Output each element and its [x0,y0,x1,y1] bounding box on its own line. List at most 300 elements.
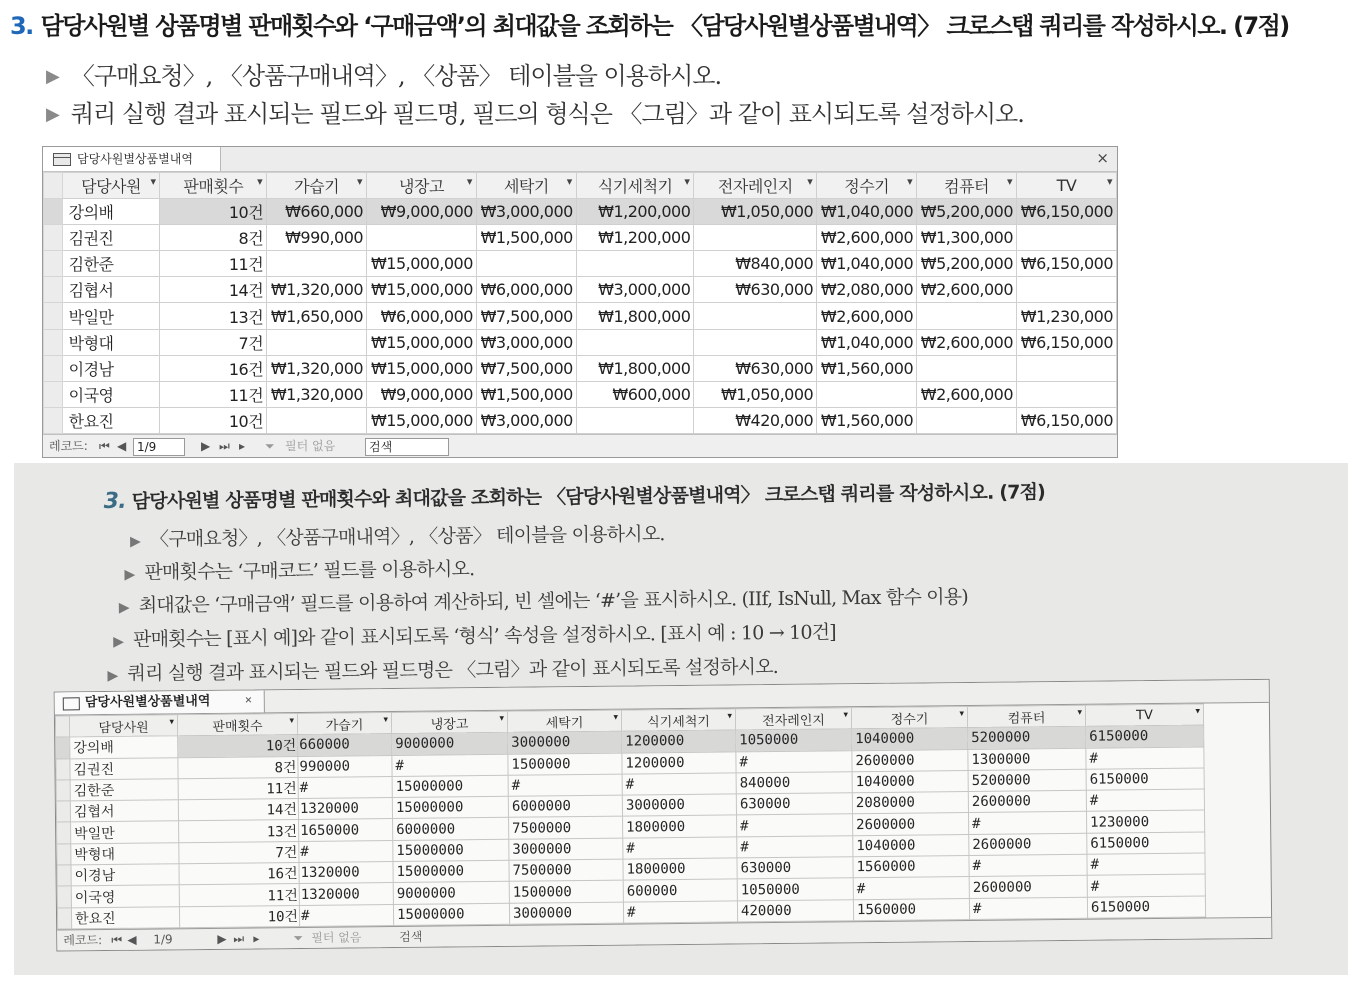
query-icon [53,153,71,166]
triangle-bullet-icon: ▶ [124,566,135,583]
prev-record-icon[interactable]: ◀ [127,932,137,947]
datasheet-grid [55,704,1206,930]
max-amount-cell[interactable]: 3000000 [622,794,736,816]
tab-title: 담당사원별상품별내역 [84,693,211,711]
employee-cell[interactable]: 박일만 [71,821,179,843]
dropdown-arrow-icon[interactable]: ▾ [907,175,913,188]
max-amount-cell[interactable]: # [968,812,1086,835]
max-amount-cell[interactable]: ₩1,230,000 [1017,303,1117,329]
column-header-label: 냉장고 [399,177,444,197]
instruction-text: 판매횟수는 ‘구매코드’ 필드를 이용하시오. [144,558,475,584]
record-selector[interactable] [44,355,63,381]
max-amount-cell[interactable]: # [1086,747,1204,770]
max-amount-cell[interactable]: 6150000 [1086,768,1204,791]
max-amount-cell[interactable]: 6150000 [1086,725,1204,748]
prev-record-icon[interactable]: ◀ [117,439,127,453]
max-amount-cell[interactable]: # [736,750,852,773]
max-amount-cell[interactable]: 15000000 [392,775,508,798]
max-amount-cell[interactable]: # [508,774,622,796]
record-selector[interactable] [56,737,70,758]
column-header[interactable] [177,714,297,737]
sales-count-cell[interactable]: 13건 [179,820,299,843]
max-amount-cell[interactable]: 1320000 [299,883,393,905]
max-amount-cell[interactable]: ₩420,000 [694,407,817,433]
first-record-icon[interactable]: ⏮ [99,439,110,453]
max-amount-cell[interactable]: ₩630,000 [694,355,817,381]
max-amount-cell[interactable] [917,303,1017,329]
max-amount-cell[interactable]: ₩3,000,000 [476,329,576,355]
table-row[interactable] [44,251,1117,277]
sales-count-cell[interactable]: 10건 [179,905,299,928]
query-datasheet-window [42,146,1118,458]
max-amount-cell[interactable]: 420000 [737,899,853,922]
employee-cell[interactable]: 박일만 [62,303,160,329]
column-header-label: TV [1135,707,1153,723]
max-amount-cell[interactable]: 2600000 [969,876,1087,899]
max-amount-cell[interactable]: # [299,840,393,862]
max-amount-cell[interactable]: 6150000 [1087,832,1205,855]
last-record-icon[interactable]: ⏭ [219,439,230,453]
max-amount-cell[interactable]: 15000000 [392,797,508,820]
employee-cell[interactable]: 강의배 [70,736,178,758]
max-amount-cell[interactable]: 1050000 [737,878,853,901]
max-amount-cell[interactable] [1017,277,1117,303]
max-amount-cell[interactable]: ₩6,000,000 [367,303,477,329]
dropdown-arrow-icon[interactable]: ▾ [1007,175,1013,188]
max-amount-cell[interactable] [576,407,694,433]
new-record-icon[interactable]: ▸ [253,931,260,946]
max-amount-cell[interactable]: ₩9,000,000 [367,381,477,407]
max-amount-cell[interactable]: # [737,835,853,858]
dropdown-arrow-icon[interactable]: ▾ [466,175,472,188]
record-selector[interactable] [56,758,70,779]
filter-icon[interactable]: ⏷ [265,439,275,453]
column-header[interactable] [69,715,177,737]
max-amount-cell[interactable]: ₩1,320,000 [267,381,367,407]
max-amount-cell[interactable] [267,251,367,277]
max-amount-cell[interactable]: ₩1,320,000 [267,355,367,381]
max-amount-cell[interactable]: # [622,773,736,795]
dropdown-arrow-icon[interactable]: ▾ [1195,706,1201,717]
max-amount-cell[interactable]: 1800000 [623,815,737,837]
question-text: 담당사원별 상품명별 판매횟수와 ‘구매금액’의 최대값을 조회하는 〈담당사원별상품별내역〉 크로스탭 쿼리를 작성하시오. (7점) [40,12,1289,40]
dropdown-arrow-icon[interactable]: ▾ [807,175,813,188]
sales-count-cell[interactable]: 14건 [178,799,298,822]
max-amount-cell[interactable]: ₩9,000,000 [367,199,477,225]
max-amount-cell[interactable]: ₩1,650,000 [267,303,367,329]
max-amount-cell[interactable]: # [853,877,969,900]
table-row[interactable] [44,225,1117,251]
max-amount-cell[interactable] [476,251,576,277]
max-amount-cell[interactable]: 9000000 [393,882,509,905]
max-amount-cell[interactable]: ₩1,300,000 [917,225,1017,251]
max-amount-cell[interactable]: ₩840,000 [694,251,817,277]
max-amount-cell[interactable]: 1200000 [622,752,736,774]
max-amount-cell[interactable] [267,329,367,355]
record-selector[interactable] [44,381,63,407]
first-record-icon[interactable]: ⏮ [111,932,123,947]
max-amount-cell[interactable]: 1300000 [968,748,1086,771]
question-title-top [10,6,1360,42]
max-amount-cell[interactable]: ₩7,500,000 [476,303,576,329]
max-amount-cell[interactable]: 1560000 [853,898,969,921]
max-amount-cell[interactable]: ₩6,000,000 [476,277,576,303]
max-amount-cell[interactable]: ₩3,000,000 [576,277,694,303]
max-amount-cell[interactable] [1017,225,1117,251]
tab-query[interactable] [55,690,265,714]
max-amount-cell[interactable] [694,329,817,355]
tab-query[interactable] [43,147,221,171]
record-selector[interactable] [44,329,63,355]
max-amount-cell[interactable]: 1040000 [853,834,969,857]
column-header-label: 정수기 [890,712,929,728]
current-record-input[interactable]: 1/9 [133,438,185,456]
max-amount-cell[interactable]: ₩15,000,000 [367,355,477,381]
max-amount-cell[interactable]: # [623,837,737,859]
max-amount-cell[interactable]: # [1087,874,1205,897]
dropdown-arrow-icon[interactable]: ▾ [289,716,295,727]
column-header[interactable] [507,710,621,732]
column-header[interactable] [297,713,391,735]
filter-label[interactable]: 필터 없음 [285,439,336,453]
max-amount-cell[interactable]: 1320000 [299,862,393,884]
column-header-label: 세탁기 [503,177,549,197]
max-amount-cell[interactable]: ₩6,150,000 [1017,329,1117,355]
max-amount-cell[interactable]: 630000 [737,857,853,880]
max-amount-cell[interactable]: # [1086,789,1204,812]
record-selector[interactable] [57,886,71,907]
employee-cell[interactable]: 김권진 [62,225,160,251]
max-amount-cell[interactable]: 1500000 [508,753,622,775]
sales-count-cell[interactable]: 13건 [160,303,267,329]
record-selector[interactable] [44,199,63,225]
max-amount-cell[interactable]: ₩600,000 [576,381,694,407]
filter-icon[interactable]: ⏷ [293,930,303,946]
max-amount-cell[interactable]: 1650000 [299,819,393,841]
max-amount-cell[interactable]: 15000000 [393,839,509,862]
sales-count-cell[interactable]: 10건 [160,407,267,433]
record-selector[interactable] [44,303,63,329]
max-amount-cell[interactable]: 630000 [736,793,852,816]
instruction-text: 쿼리 실행 결과 표시되는 필드와 필드명, 필드의 형식은 〈그림〉과 같이 표시되도록 설정하시오. [70,100,1024,128]
sales-count-cell[interactable]: 11건 [179,884,299,907]
max-amount-cell[interactable]: 5200000 [968,769,1086,792]
max-amount-cell[interactable]: ₩1,500,000 [476,225,576,251]
sales-count-cell[interactable]: 10건 [178,735,298,758]
new-record-icon[interactable]: ▸ [239,439,246,453]
instruction-text: 〈구매요청〉, 〈상품구매내역〉, 〈상품〉 테이블을 이용하시오. [149,523,665,551]
max-amount-cell[interactable]: ₩1,050,000 [694,199,817,225]
max-amount-cell[interactable]: 2600000 [852,749,968,772]
max-amount-cell[interactable]: ₩1,040,000 [817,199,917,225]
dropdown-arrow-icon[interactable]: ▾ [727,711,733,722]
instruction-bullet [119,582,968,618]
max-amount-cell[interactable]: ₩2,600,000 [917,329,1017,355]
max-amount-cell[interactable]: 1230000 [1086,811,1204,834]
max-amount-cell[interactable]: # [392,754,508,777]
column-header[interactable] [735,708,851,731]
max-amount-cell[interactable]: # [969,897,1087,920]
dropdown-arrow-icon[interactable]: ▾ [1106,175,1112,188]
max-amount-cell[interactable]: ₩1,040,000 [817,251,917,277]
dropdown-arrow-icon[interactable]: ▾ [959,709,965,720]
table-row[interactable] [44,277,1117,303]
employee-cell[interactable]: 김협서 [70,800,178,822]
column-header[interactable] [367,173,477,199]
current-record-input[interactable]: 1/9 [153,932,173,947]
sales-count-cell[interactable]: 7건 [160,329,267,355]
max-amount-cell[interactable]: 6000000 [393,818,509,841]
column-header[interactable] [851,707,967,730]
column-header-label: 판매횟수 [183,177,244,197]
column-header-label: 가습기 [294,177,340,197]
record-selector[interactable] [56,780,70,801]
record-selector[interactable] [57,844,71,865]
select-all-corner[interactable] [44,173,63,199]
max-amount-cell[interactable]: 840000 [736,772,852,795]
column-header-label: 컴퓨터 [1007,710,1046,727]
max-amount-cell[interactable]: # [737,814,853,837]
max-amount-cell[interactable]: 15000000 [393,903,509,926]
column-header[interactable] [576,173,694,199]
dropdown-arrow-icon[interactable]: ▾ [843,710,849,721]
sales-count-cell[interactable]: 16건 [179,863,299,886]
record-selector[interactable] [44,251,63,277]
dropdown-arrow-icon[interactable]: ▾ [150,175,156,188]
dropdown-arrow-icon[interactable]: ▾ [383,715,389,726]
max-amount-cell[interactable]: 1560000 [853,856,969,879]
column-header[interactable] [917,173,1017,199]
record-selector[interactable] [57,908,71,929]
max-amount-cell[interactable]: ₩2,600,000 [817,303,917,329]
max-amount-cell[interactable]: 1050000 [736,729,852,752]
table-row[interactable] [44,199,1117,225]
max-amount-cell[interactable]: 5200000 [968,727,1086,750]
max-amount-cell[interactable]: ₩6,150,000 [1017,251,1117,277]
close-icon[interactable]: × [1096,149,1109,167]
select-all-corner[interactable] [55,716,69,737]
max-amount-cell[interactable]: 1200000 [622,730,736,752]
last-record-icon[interactable]: ⏭ [233,931,245,946]
max-amount-cell[interactable]: ₩2,600,000 [917,277,1017,303]
max-amount-cell[interactable]: ₩6,150,000 [1017,407,1117,433]
column-header[interactable] [621,709,735,731]
instruction-text: 쿼리 실행 결과 표시되는 필드와 필드명은 〈그림〉과 같이 표시되도록 설정하시오. [127,655,779,685]
max-amount-cell[interactable] [367,225,477,251]
employee-cell[interactable]: 이경남 [71,864,179,886]
max-amount-cell[interactable]: ₩630,000 [694,277,817,303]
max-amount-cell[interactable]: 6150000 [1087,896,1205,919]
max-amount-cell[interactable]: 15000000 [393,860,509,883]
max-amount-cell[interactable]: ₩5,200,000 [917,199,1017,225]
column-header[interactable] [267,173,367,199]
max-amount-cell[interactable]: 7500000 [509,817,623,839]
close-icon[interactable]: × [244,692,253,707]
employee-cell[interactable]: 이국영 [62,381,160,407]
employee-cell[interactable]: 한요진 [62,407,160,433]
max-amount-cell[interactable]: 2080000 [852,792,968,815]
max-amount-cell[interactable]: ₩1,560,000 [817,407,917,433]
sales-count-cell[interactable]: 11건 [160,251,267,277]
employee-cell[interactable]: 박형대 [62,329,160,355]
max-amount-cell[interactable] [694,225,817,251]
column-header[interactable] [817,173,917,199]
search-input[interactable]: 검색 [399,929,423,944]
column-header[interactable] [967,705,1085,728]
employee-cell[interactable]: 이경남 [62,355,160,381]
max-amount-cell[interactable]: ₩660,000 [267,199,367,225]
max-amount-cell[interactable]: 3000000 [508,731,622,753]
employee-cell[interactable]: 김한준 [62,251,160,277]
max-amount-cell[interactable]: # [299,904,393,926]
employee-cell[interactable]: 김협서 [62,277,160,303]
max-amount-cell[interactable]: 1800000 [623,858,737,880]
max-amount-cell[interactable]: ₩1,200,000 [576,225,694,251]
max-amount-cell[interactable]: 9000000 [392,733,508,756]
record-selector[interactable] [56,801,70,822]
max-amount-cell[interactable]: ₩2,080,000 [817,277,917,303]
employee-cell[interactable]: 박형대 [71,843,179,865]
dropdown-arrow-icon[interactable]: ▾ [169,717,175,728]
sales-count-cell[interactable]: 8건 [160,225,267,251]
max-amount-cell[interactable]: # [298,776,392,798]
max-amount-cell[interactable]: 2600000 [968,790,1086,813]
sales-count-cell[interactable]: 8건 [178,756,298,779]
max-amount-cell[interactable] [576,251,694,277]
sales-count-cell[interactable]: 11건 [160,381,267,407]
max-amount-cell[interactable]: ₩1,050,000 [694,381,817,407]
max-amount-cell[interactable]: # [1087,853,1205,876]
dropdown-arrow-icon[interactable]: ▾ [499,713,505,724]
max-amount-cell[interactable]: # [623,901,737,923]
employee-cell[interactable]: 김권진 [70,757,178,779]
max-amount-cell[interactable]: ₩3,000,000 [476,199,576,225]
max-amount-cell[interactable]: ₩1,320,000 [267,277,367,303]
max-amount-cell[interactable]: 660000 [298,734,392,756]
column-header[interactable] [391,711,507,734]
max-amount-cell[interactable] [267,407,367,433]
table-row[interactable] [44,303,1117,329]
header-row [44,173,1117,199]
max-amount-cell[interactable]: ₩15,000,000 [367,251,477,277]
tab-title: 담당사원별상품별내역 [77,152,193,166]
max-amount-cell[interactable]: ₩3,000,000 [476,407,576,433]
query-icon [63,697,80,710]
table-row[interactable] [44,329,1117,355]
record-selector[interactable] [44,225,63,251]
max-amount-cell[interactable] [917,407,1017,433]
max-amount-cell[interactable]: 1320000 [298,798,392,820]
max-amount-cell[interactable] [576,329,694,355]
sales-count-cell[interactable]: 7건 [179,841,299,864]
max-amount-cell[interactable] [1017,355,1117,381]
max-amount-cell[interactable]: 3000000 [509,838,623,860]
dropdown-arrow-icon[interactable]: ▾ [357,175,363,188]
column-header[interactable] [694,173,817,199]
max-amount-cell[interactable]: 1500000 [509,880,623,902]
max-amount-cell[interactable]: ₩15,000,000 [367,277,477,303]
max-amount-cell[interactable]: ₩1,800,000 [576,303,694,329]
table-row[interactable] [44,407,1117,433]
column-header-label: 담당사원 [98,720,149,736]
max-amount-cell[interactable]: 2600000 [853,813,969,836]
max-amount-cell[interactable]: 3000000 [509,902,623,924]
max-amount-cell[interactable]: ₩1,500,000 [476,381,576,407]
next-record-icon[interactable]: ▶ [217,931,227,946]
max-amount-cell[interactable]: 7500000 [509,859,623,881]
max-amount-cell[interactable] [1017,381,1117,407]
next-record-icon[interactable]: ▶ [201,439,211,453]
table-row[interactable] [44,355,1117,381]
column-header[interactable] [62,173,160,199]
max-amount-cell[interactable]: ₩15,000,000 [367,407,477,433]
max-amount-cell[interactable]: 1040000 [852,770,968,793]
max-amount-cell[interactable]: ₩6,150,000 [1017,199,1117,225]
max-amount-cell[interactable]: 600000 [623,879,737,901]
record-label: 레코드: [63,933,103,948]
question-number: 3. [103,488,126,515]
max-amount-cell[interactable] [817,381,917,407]
record-selector[interactable] [44,407,63,433]
max-amount-cell[interactable]: ₩2,600,000 [917,381,1017,407]
sales-count-cell[interactable]: 16건 [160,355,267,381]
employee-cell[interactable]: 이국영 [71,885,179,907]
instruction-bullet [130,519,665,552]
max-amount-cell[interactable]: ₩7,500,000 [476,355,576,381]
dropdown-arrow-icon[interactable]: ▾ [1077,707,1083,718]
max-amount-cell[interactable]: 990000 [298,755,392,777]
max-amount-cell[interactable]: ₩1,200,000 [576,199,694,225]
question-text: 담당사원별 상품명별 판매횟수와 최대값을 조회하는 〈담당사원별상품별내역〉 크로스탭 쿼리를 작성하시오. (7점) [131,481,1046,513]
employee-cell[interactable]: 김한준 [70,779,178,801]
filter-label[interactable]: 필터 없음 [311,930,362,945]
dropdown-arrow-icon[interactable]: ▾ [566,175,572,188]
column-header-label: 전자레인지 [762,713,825,729]
table-row[interactable] [44,381,1117,407]
employee-cell[interactable]: 강의배 [62,199,160,225]
column-header-label: 판매횟수 [212,719,263,735]
max-amount-cell[interactable] [917,355,1017,381]
record-selector[interactable] [44,277,63,303]
dropdown-arrow-icon[interactable]: ▾ [257,175,263,188]
max-amount-cell[interactable]: # [969,854,1087,877]
record-selector[interactable] [57,822,71,843]
max-amount-cell[interactable]: ₩15,000,000 [367,329,477,355]
column-header[interactable] [1085,704,1203,727]
dropdown-arrow-icon[interactable]: ▾ [684,175,690,188]
column-header[interactable] [1017,173,1117,199]
max-amount-cell[interactable]: ₩1,800,000 [576,355,694,381]
max-amount-cell[interactable]: 2600000 [969,833,1087,856]
max-amount-cell[interactable] [694,303,817,329]
max-amount-cell[interactable]: 1040000 [852,728,968,751]
search-input[interactable]: 검색 [365,438,449,456]
sales-count-cell[interactable]: 10건 [160,199,267,225]
sales-count-cell[interactable]: 14건 [160,277,267,303]
dropdown-arrow-icon[interactable]: ▾ [613,712,619,723]
sales-count-cell[interactable]: 11건 [178,777,298,800]
employee-cell[interactable]: 한요진 [71,906,179,928]
max-amount-cell[interactable]: 6000000 [508,795,622,817]
column-header[interactable] [476,173,576,199]
column-header[interactable] [160,173,267,199]
max-amount-cell[interactable]: ₩990,000 [267,225,367,251]
max-amount-cell[interactable]: ₩2,600,000 [817,225,917,251]
max-amount-cell[interactable]: ₩1,040,000 [817,329,917,355]
max-amount-cell[interactable]: ₩1,560,000 [817,355,917,381]
max-amount-cell[interactable]: ₩5,200,000 [917,251,1017,277]
record-selector[interactable] [57,865,71,886]
